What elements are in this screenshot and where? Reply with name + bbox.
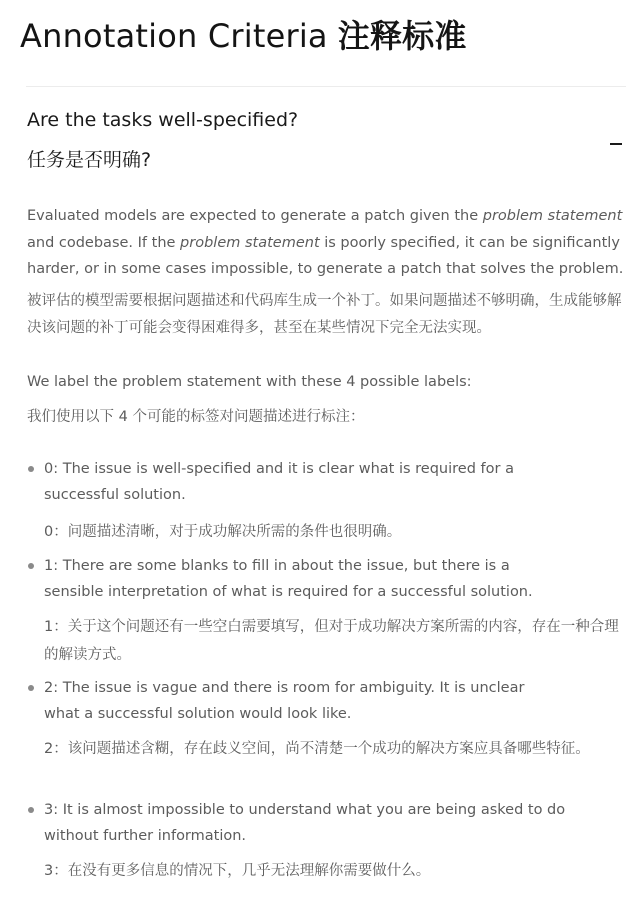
label-item-2-en: 2: The issue is vague and there is room for ambiguity. It is unclear what a successful solution would look like. xyxy=(44,680,525,722)
label-item-0-zh: 0：问题描述清晰，对于成功解决所需的条件也很明确。 xyxy=(44,524,402,540)
question-heading-en[interactable]: Are the tasks well-specified? xyxy=(27,109,299,131)
label-item-2-zh: 2：该问题描述含糊，存在歧义空间，尚不清楚一个成功的解决方案应具备哪些特征。 xyxy=(44,741,590,757)
page-title-en: Annotation Criteria xyxy=(20,17,328,55)
page-title-zh: 注释标准 xyxy=(337,17,467,55)
bullet-dot-icon xyxy=(28,807,34,813)
question-heading-zh[interactable]: 任务是否明确? xyxy=(27,149,152,171)
label-item-3-en: 3: It is almost impossible to understand what you are being asked to do without further information. xyxy=(44,802,566,844)
description-em-problem-statement-2: problem statement xyxy=(180,234,320,251)
description-text-part3: is poorly specified, it can be significantly harder, or in some cases impossible, to generate a patch that solves the problem. xyxy=(27,234,624,277)
page-title xyxy=(20,12,467,60)
description-text-part1: Evaluated models are expected to generate a patch given the xyxy=(27,208,483,224)
bullet-dot-icon xyxy=(28,466,34,472)
collapse-minus-icon[interactable] xyxy=(610,143,622,145)
bullet-dot-icon xyxy=(28,685,34,691)
description-em-problem-statement-1: problem statement xyxy=(482,208,623,224)
label-item-1-zh: 1：关于这个问题还有一些空白需要填写，但对于成功解决方案所需的内容，存在一种合理的解读方式。 xyxy=(44,619,619,663)
label-item-1-en: 1: There are some blanks to fill in about the issue, but there is a sensible interpretation of what is required for a successful solution. xyxy=(44,558,533,600)
labels-intro-en: We label the problem statement with these 4 possible labels: xyxy=(27,374,472,390)
labels-intro-zh: 我们使用以下 4 个可能的标签对问题描述进行标注： xyxy=(27,409,365,425)
label-item-3-zh: 3：在没有更多信息的情况下，几乎无法理解你需要做什么。 xyxy=(44,863,431,879)
bullet-dot-icon xyxy=(28,563,34,569)
label-item-0-en: 0: The issue is well-specified and it is clear what is required for a successful solution. xyxy=(44,461,514,503)
description-paragraph-zh: 被评估的模型需要根据问题描述和代码库生成一个补丁。如果问题描述不够明确，生成能够解决该问题的补丁可能会变得困难得多，甚至在某些情况下完全无法实现。 xyxy=(27,293,622,336)
divider xyxy=(26,86,626,87)
description-text-part2: and codebase. If the xyxy=(27,234,181,251)
description-paragraph-en xyxy=(27,203,627,283)
